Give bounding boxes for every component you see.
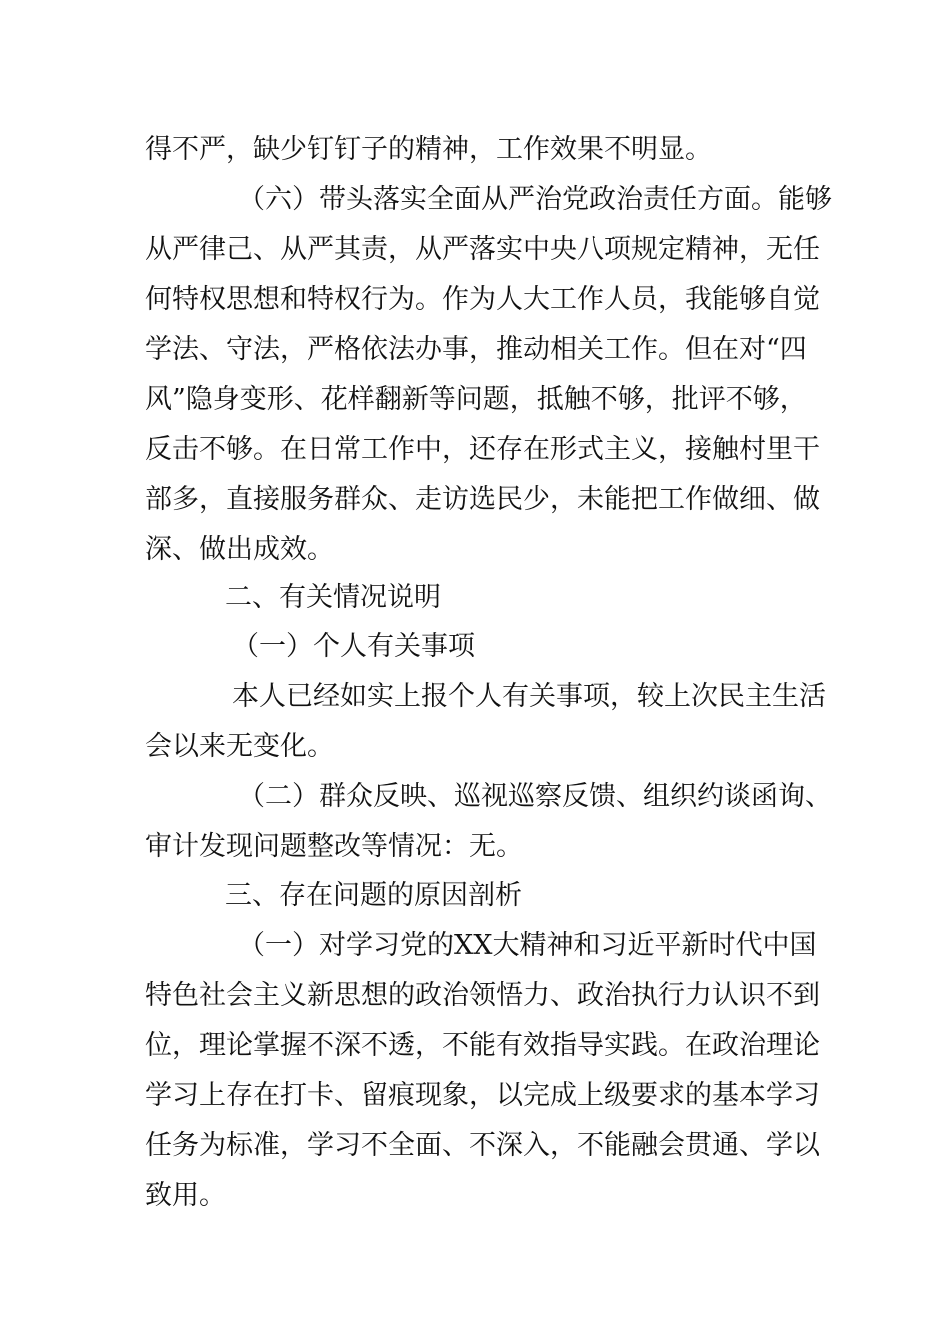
- text-line-15: 审计发现问题整改等情况：无。: [145, 831, 523, 862]
- text-line-13: 会以来无变化。: [145, 731, 334, 762]
- subheading-personal-matters: （一）个人有关事项: [232, 631, 475, 662]
- text-line-5: 学法、守法，严格依法办事，推动相关工作。但在对“四: [145, 334, 807, 365]
- text-line-6: 风”隐身变形、花样翻新等问题，抵触不够，批评不够，: [145, 384, 807, 415]
- text-line-9: 深、做出成效。: [145, 534, 334, 565]
- text-line-12: 本人已经如实上报个人有关事项，较上次民主生活: [232, 681, 826, 712]
- text-line-20: 学习上存在打卡、留痕现象，以完成上级要求的基本学习: [145, 1080, 820, 1111]
- text-line-21: 任务为标准，学习不全面、不深入，不能融会贯通、学以: [145, 1130, 820, 1161]
- text-line-4: 何特权思想和特权行为。作为人大工作人员，我能够自觉: [145, 284, 820, 315]
- text-line-17: （一）对学习党的XX大精神和习近平新时代中国: [238, 930, 817, 961]
- text-line-2: （六）带头落实全面从严治党政治责任方面。能够: [238, 184, 832, 215]
- text-line-22: 致用。: [145, 1180, 226, 1211]
- text-line-18: 特色社会主义新思想的政治领悟力、政治执行力认识不到: [145, 980, 820, 1011]
- text-line-8: 部多，直接服务群众、走访选民少，未能把工作做细、做: [145, 484, 820, 515]
- text-line-3: 从严律己、从严其责，从严落实中央八项规定精神，无任: [145, 234, 820, 265]
- section-heading-2: 二、有关情况说明: [225, 582, 441, 613]
- text-line-19: 位，理论掌握不深不透，不能有效指导实践。在政治理论: [145, 1030, 820, 1061]
- text-line-7: 反击不够。在日常工作中，还存在形式主义，接触村里干: [145, 434, 820, 465]
- section-heading-3: 三、存在问题的原因剖析: [225, 880, 522, 911]
- text-line-14: （二）群众反映、巡视巡察反馈、组织约谈函询、: [238, 781, 832, 812]
- text-line-1: 得不严，缺少钉钉子的精神，工作效果不明显。: [145, 134, 712, 165]
